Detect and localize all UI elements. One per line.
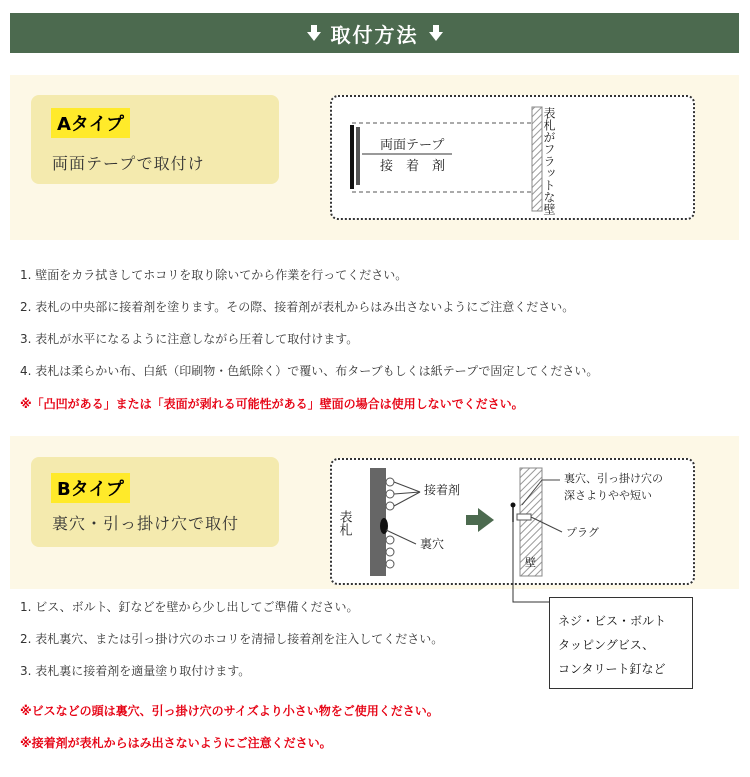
step-item: 2. 表札の中央部に接着剤を塗ります。その際、接着剤が表札からはみ出さないようにご注意ください。 (20, 300, 575, 314)
adhesive-label: 接着剤 (424, 483, 461, 497)
nameplate-edge (350, 125, 354, 189)
arrow-down-icon (429, 25, 443, 41)
adhesive-label: 接 着 剤 (380, 159, 446, 174)
arrow-down-icon (307, 25, 321, 41)
hole-label: 裏穴 (420, 537, 445, 551)
hardware-callout (549, 597, 693, 689)
type-b-subtitle: 裏穴・引っ掛け穴で取付 (52, 514, 240, 533)
type-a-badge-box (31, 95, 279, 184)
page-header (10, 13, 739, 53)
type-b-badge: Bタイプ (51, 473, 130, 503)
callout-line: コンタリート釘など (558, 662, 666, 676)
callout-line: ネジ・ビス・ボルト (558, 614, 667, 628)
step-item: 1. 壁面をカラ拭きしてホコリを取り除いてから作業を行ってください。 (20, 268, 408, 282)
type-b-warning: ※ビスなどの頭は裏穴、引っ掛け穴のサイズより小さい物をご使用ください。 (20, 704, 439, 718)
step-item: 1. ビス、ボルト、釘などを壁から少し出してご準備ください。 (20, 600, 359, 614)
back-hole (380, 518, 388, 534)
page-title: 取付方法 (330, 22, 419, 47)
tape-label: 両面テープ (380, 138, 445, 153)
plug-label: プラグ (566, 526, 599, 539)
step-item: 4. 表札は柔らかい布、白紙（印刷物・色紙除く）で覆い、布ターブもしくは紙テープで固定してください。 (20, 364, 599, 378)
screw-head (511, 503, 516, 508)
type-b-badge-box (31, 457, 279, 547)
step-item: 3. 表札が水平になるように注意しながら圧着して取付けます。 (20, 332, 359, 346)
right-arrow-icon (466, 508, 494, 532)
step-item: 2. 表札裏穴、または引っ掛け穴のホコリを清掃し接着剤を注入してください。 (20, 632, 444, 646)
type-a-diagram-svg (332, 97, 693, 218)
tape-strip (356, 127, 360, 185)
type-a-badge: Aタイプ (51, 108, 130, 138)
step-item: 3. 表札裏に接着剤を適量塗り取付けます。 (20, 664, 251, 678)
type-a-subtitle: 両面テープで取付け (52, 154, 205, 173)
type-b-warning: ※接着剤が表札からはみ出さないようにご注意ください。 (20, 736, 332, 750)
wall (532, 107, 542, 211)
depth-label-2: 深さよりやや短い (564, 489, 652, 502)
plate-label: 表札 (336, 510, 352, 536)
leader-line (394, 482, 420, 494)
type-a-diagram (330, 95, 695, 220)
depth-label-1: 裏穴、引っ掛け穴の (564, 472, 663, 485)
callout-line: タッピングビス、 (558, 638, 655, 652)
wall-label: 表札がフラットな壁 (542, 107, 556, 215)
type-a-warning: ※「凸凹がある」または「表面が剥れる可能性がある」壁面の場合は使用しないでください。 (20, 397, 524, 411)
wall-label: 壁 (525, 556, 536, 569)
